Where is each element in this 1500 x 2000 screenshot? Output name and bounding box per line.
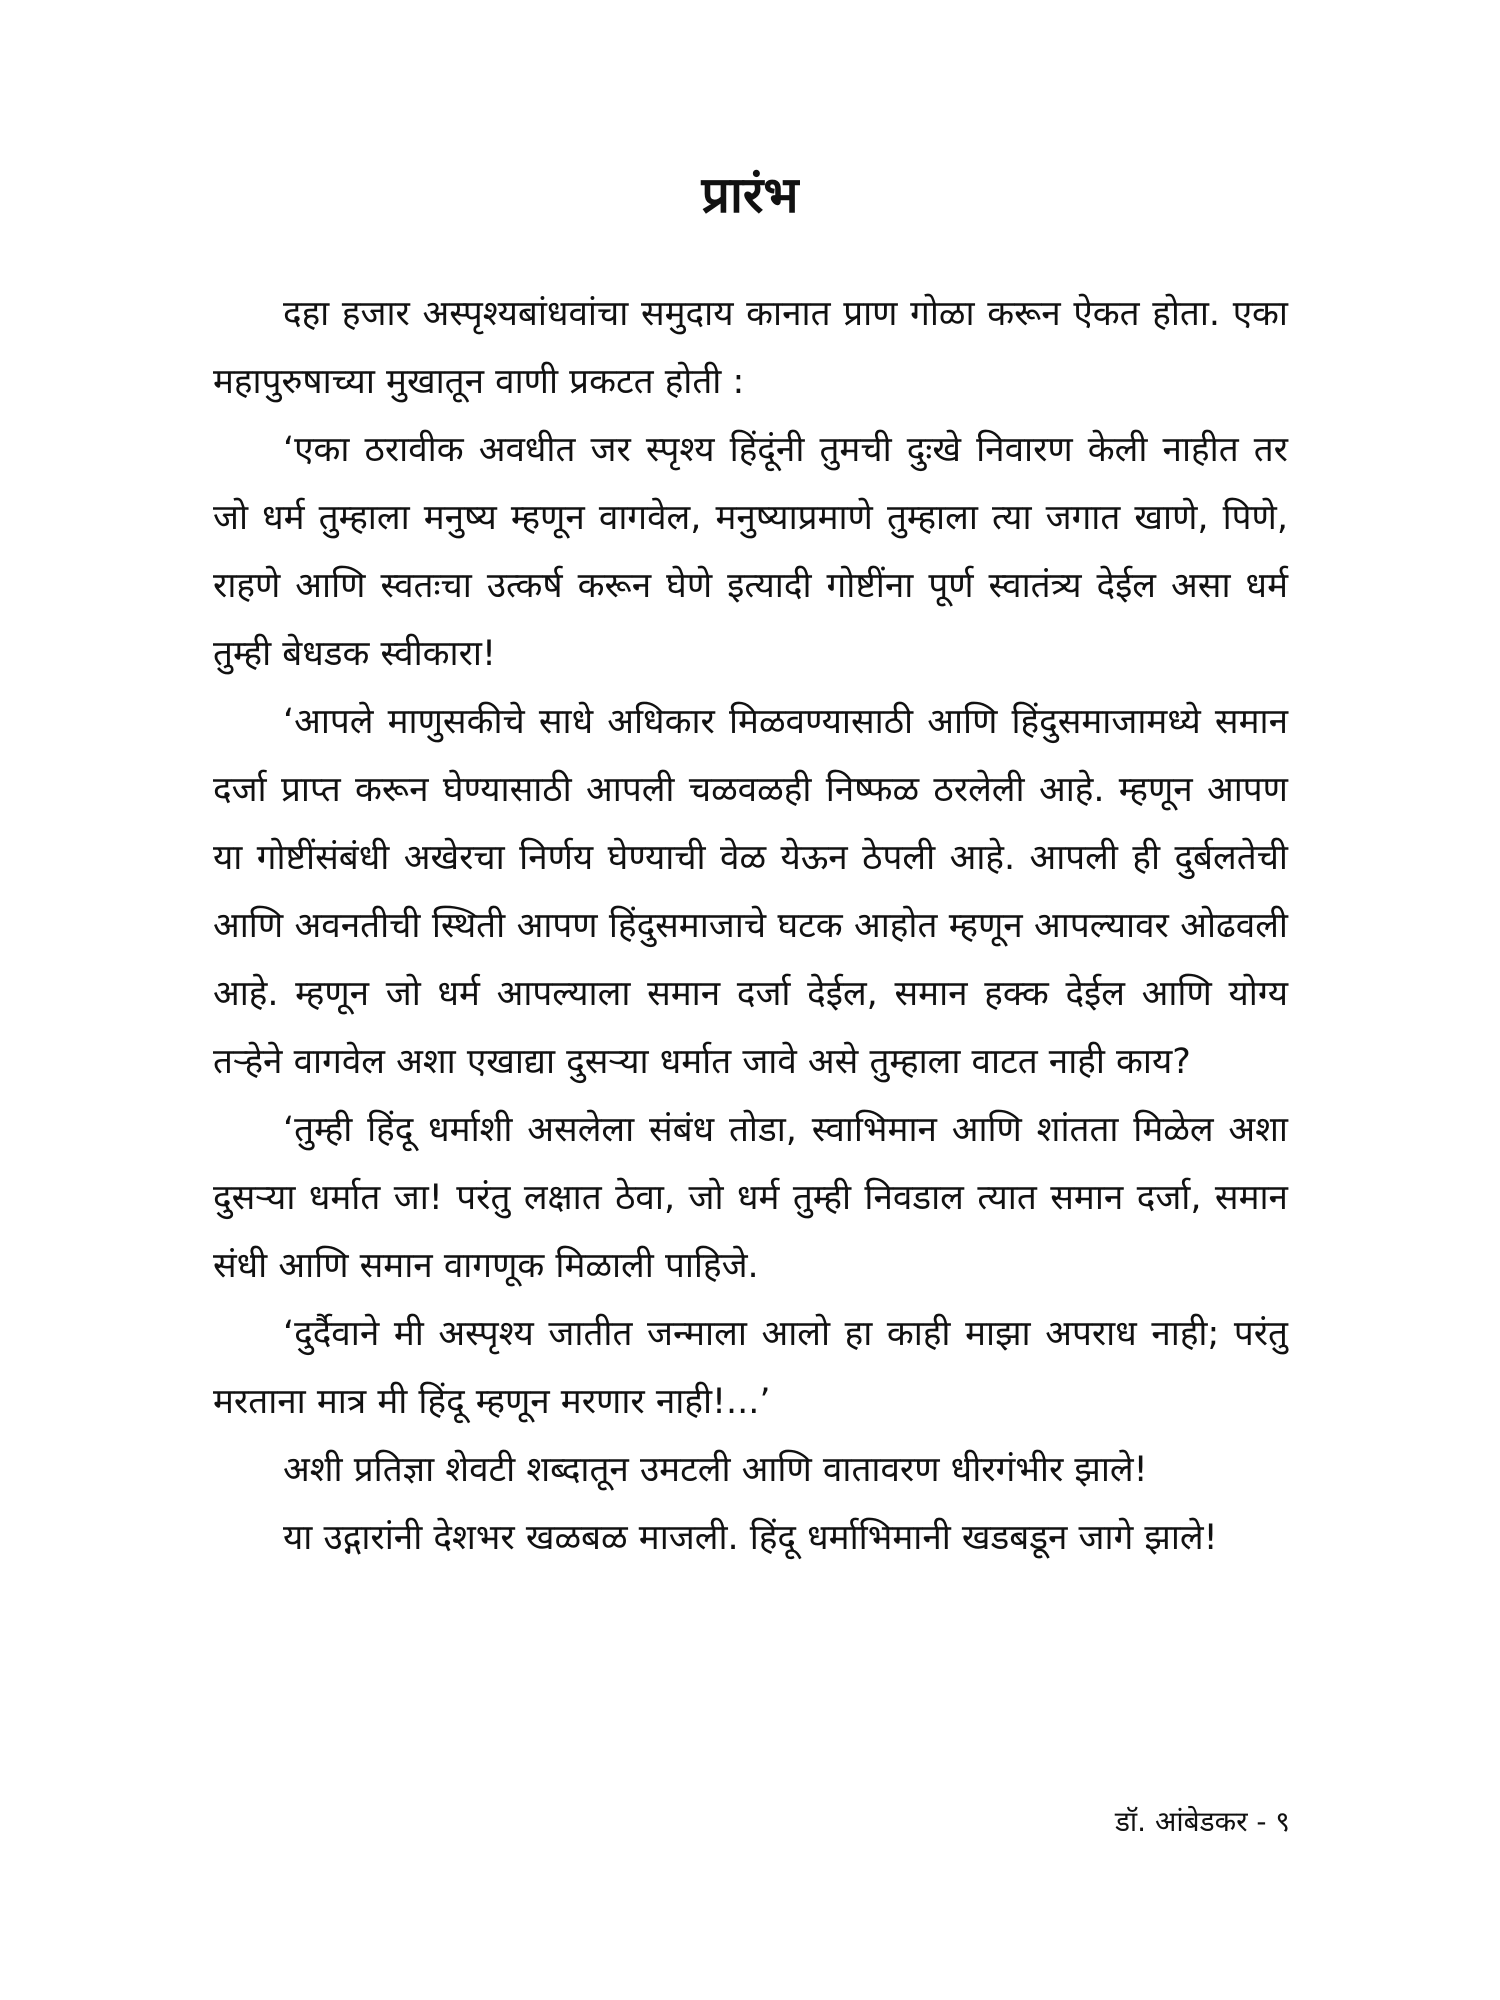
paragraph: ‘दुर्दैवाने मी अस्पृश्य जातीत जन्माला आलो हा काही माझा अपराध नाही; परंतु मरताना मात्र मी हिंदू म्हणून मरणार नाही!...’ xyxy=(213,1314,1288,1422)
paragraph: या उद्गारांनी देशभर खळबळ माजली. हिंदू धर्माभिमानी खडबडून जागे झाले! xyxy=(283,1518,1218,1558)
paragraph: दहा हजार अस्पृश्यबांधवांचा समुदाय कानात प्राण गोळा करून ऐकत होता. एका महापुरुषाच्या मुखातून वाणी प्रकटत होती : xyxy=(213,294,1288,402)
chapter-title: प्रारंभ xyxy=(701,166,799,224)
paragraph: ‘एका ठरावीक अवधीत जर स्पृश्य हिंदूंनी तुमची दुःखे निवारण केली नाहीत तर जो धर्म तुम्हाला मनुष्य म्हणून वागवेल, मनुष्याप्रमाणे तुम्हाला त्या जगात खाणे, पिणे, राहणे आणि स्वतःचा उत्कर्ष करून घेणे इत्यादी गोष्टींना पूर्ण स्वातंत्र्य देईल असा धर्म तुम्ही बेधडक स्वीकारा! xyxy=(213,430,1288,674)
chapter-body xyxy=(213,280,1288,1572)
page-footer: डॉ. आंबेडकर - ९ xyxy=(1114,1805,1290,1838)
paragraph: ‘आपले माणुसकीचे साधे अधिकार मिळवण्यासाठी आणि हिंदुसमाजामध्ये समान दर्जा प्राप्त करून घेण्यासाठी आपली चळवळही निष्फळ ठरलेली आहे. म्हणून आपण या गोष्टींसंबंधी अखेरचा निर्णय घेण्याची वेळ येऊन ठेपली आहे. आपली ही दुर्बलतेची आणि अवनतीची स्थिती आपण हिंदुसमाजाचे घटक आहोत म्हणून आपल्यावर ओढवली आहे. म्हणून जो धर्म आपल्याला समान दर्जा देईल, समान हक्क देईल आणि योग्य तऱ्हेने वागवेल अशा एखाद्या दुसऱ्या धर्मात जावे असे तुम्हाला वाटत नाही काय? xyxy=(213,702,1288,1082)
paragraph: ‘तुम्ही हिंदू धर्माशी असलेला संबंध तोडा, स्वाभिमान आणि शांतता मिळेल अशा दुसऱ्या धर्मात जा! परंतु लक्षात ठेवा, जो धर्म तुम्ही निवडाल त्यात समान दर्जा, समान संधी आणि समान वागणूक मिळाली पाहिजे. xyxy=(213,1110,1288,1286)
paragraph: अशी प्रतिज्ञा शेवटी शब्दातून उमटली आणि वातावरण धीरगंभीर झाले! xyxy=(283,1450,1148,1490)
